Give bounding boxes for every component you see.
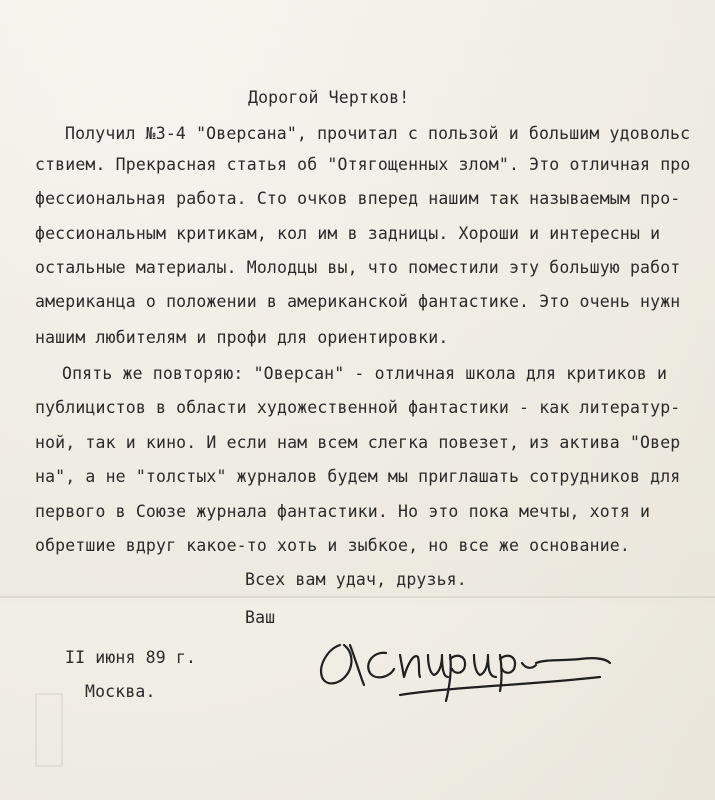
faint-stamp-mark bbox=[30, 690, 70, 770]
paragraph2-line6: обретшие вдруг какое-то хоть и зыбкое, но все же основание. bbox=[35, 536, 630, 555]
paragraph1-line7: нашим любителям и профи для ориентировки. bbox=[35, 328, 449, 347]
paragraph1-line2: ствием. Прекрасная статья об "Отягощенных злом". Это отличная про bbox=[35, 155, 691, 174]
valediction: Ваш bbox=[245, 608, 276, 627]
handwritten-signature bbox=[300, 615, 620, 715]
paragraph1-line4: фессиональным критикам, кол им в задницы. Хороши и интересны и bbox=[35, 224, 661, 243]
closing-line: Всех вам удач, друзья. bbox=[245, 570, 467, 589]
letter-date: II июня 89 г. bbox=[65, 648, 197, 667]
paragraph1-line6: американца о положении в американской фантастике. Это очень нужн bbox=[35, 292, 681, 311]
paragraph2-line1: Опять же повторяю: "Оверсан" - отличная школа для критиков и bbox=[62, 364, 668, 383]
paragraph2-line3: ной, так и кино. И если нам всем слегка повезет, из актива "Овер bbox=[35, 433, 681, 452]
paragraph1-line3: фессиональная работа. Сто очков вперед нашим так называемым про- bbox=[35, 189, 681, 208]
salutation: Дорогой Чертков! bbox=[248, 88, 410, 107]
paragraph2-line5: первого в Союзе журнала фантастики. Но это пока мечты, хотя и bbox=[35, 502, 651, 521]
paragraph1-line5: остальные материалы. Молодцы вы, что поместили эту большую работ bbox=[35, 258, 681, 277]
paper-fold bbox=[0, 596, 715, 598]
letter-place: Москва. bbox=[85, 682, 156, 701]
paragraph2-line2: публицистов в области художественной фантастики - как литератур- bbox=[35, 398, 681, 417]
paragraph2-line4: на", а не "толстых" журналов будем мы приглашать сотрудников для bbox=[35, 467, 681, 486]
paragraph1-line1: Получил №3-4 "Оверсана", прочитал с пользой и большим удовольс bbox=[65, 124, 691, 143]
